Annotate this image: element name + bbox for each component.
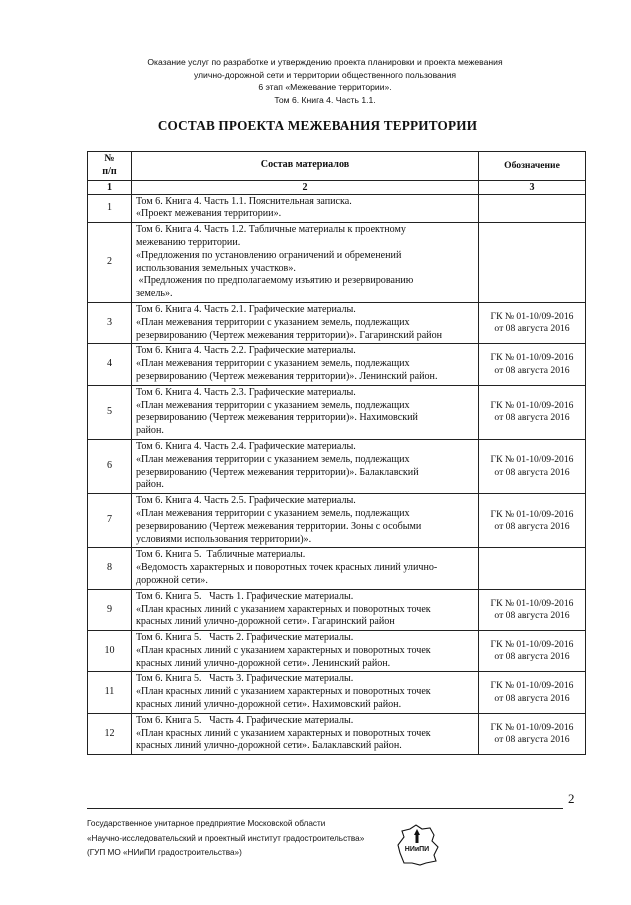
- row-number: 9: [88, 589, 132, 630]
- logo-text: НИиПИ: [404, 846, 430, 853]
- materials-line: «План межевания территории с указанием земель, подлежащих: [136, 316, 410, 328]
- designation-line: ГК № 01-10/09-2016: [490, 508, 574, 520]
- document-title: СОСТАВ ПРОЕКТА МЕЖЕВАНИЯ ТЕРРИТОРИИ: [157, 118, 478, 133]
- column-index-3: 3: [479, 180, 586, 194]
- materials-line: красных линий улично-дорожной сети». Ленинский район.: [136, 657, 391, 669]
- materials-line: красных линий улично-дорожной сети». Балаклавский район.: [136, 740, 402, 752]
- row-materials: [132, 385, 479, 439]
- materials-line: межеванию территории.: [136, 236, 241, 248]
- column-index-2: 2: [132, 180, 479, 194]
- table-row: [88, 302, 586, 343]
- designation-line: ГК № 01-10/09-2016: [490, 352, 574, 364]
- row-designation: [479, 589, 586, 630]
- materials-line: Том 6. Книга 4. Часть 1.2. Табличные материалы к проектному: [136, 224, 406, 236]
- row-materials: [132, 494, 479, 548]
- column-index-1: 1: [88, 180, 132, 194]
- table-row: [88, 439, 586, 493]
- row-number: 3: [88, 302, 132, 343]
- niipi-logo-icon: [392, 823, 442, 867]
- materials-line: земель».: [136, 288, 173, 300]
- header-line-1: Оказание услуг по разработке и утверждению проекта планировки и проекта межевания: [147, 57, 503, 67]
- materials-line: дорожной сети».: [136, 574, 208, 586]
- row-materials: [132, 672, 479, 713]
- row-materials: [132, 631, 479, 672]
- materials-line: «Предложения по предполагаемому изъятию и резервированию: [136, 275, 414, 287]
- materials-line: Том 6. Книга 4. Часть 2.2. Графические материалы.: [136, 345, 356, 357]
- materials-line: «План межевания территории с указанием земель, подлежащих: [136, 399, 410, 411]
- header-line-3: 6 этап «Межевание территории».: [258, 82, 392, 92]
- row-number: 11: [88, 672, 132, 713]
- header-materials: Состав материалов: [132, 152, 479, 181]
- table-row: [88, 548, 586, 589]
- materials-line: резервированию (Чертеж межевания территории)». Ленинский район.: [136, 370, 438, 382]
- table-row: [88, 672, 586, 713]
- designation-line: ГК № 01-10/09-2016: [490, 454, 574, 466]
- row-number: 10: [88, 631, 132, 672]
- header-designation: Обозначение: [479, 152, 586, 181]
- row-designation: [479, 223, 586, 303]
- table-row: [88, 713, 586, 754]
- materials-line: «Предложения по установлению ограничений и обременений: [136, 249, 402, 261]
- materials-line: резервированию (Чертеж межевания территории. Зоны с особыми: [136, 520, 422, 532]
- row-materials: [132, 439, 479, 493]
- row-materials: [132, 713, 479, 754]
- materials-line: Том 6. Книга 4. Часть 2.3. Графические материалы.: [136, 386, 356, 398]
- materials-line: резервированию (Чертеж межевания территории)». Гагаринский район: [136, 329, 443, 341]
- designation-line: от 08 августа 2016: [494, 520, 570, 532]
- row-materials: [132, 194, 479, 223]
- table-row: [88, 631, 586, 672]
- org-line-2: «Научно-исследовательский и проектный институт градостроительства»: [87, 833, 365, 843]
- materials-line: «План красных линий с указанием характерных и поворотных точек: [136, 644, 431, 656]
- row-materials: [132, 223, 479, 303]
- table-body: [88, 180, 586, 755]
- row-designation: [479, 439, 586, 493]
- row-designation: [479, 631, 586, 672]
- row-materials: [132, 548, 479, 589]
- materials-line: район.: [136, 479, 164, 491]
- designation-line: от 08 августа 2016: [494, 364, 570, 376]
- materials-line: Том 6. Книга 4. Часть 2.4. Графические материалы.: [136, 440, 356, 452]
- table-row: [88, 223, 586, 303]
- designation-line: от 08 августа 2016: [494, 651, 570, 663]
- materials-line: резервированию (Чертеж межевания территории)». Балаклавский: [136, 466, 419, 478]
- row-designation: [479, 713, 586, 754]
- materials-line: «План межевания территории с указанием земель, подлежащих: [136, 507, 410, 519]
- table-row: [88, 194, 586, 223]
- designation-line: от 08 августа 2016: [494, 609, 570, 621]
- materials-line: резервированию (Чертеж межевания территории)». Нахимовский: [136, 412, 418, 424]
- designation-line: ГК № 01-10/09-2016: [490, 400, 574, 412]
- row-designation: [479, 672, 586, 713]
- header-line-4: Том 6. Книга 4. Часть 1.1.: [274, 94, 376, 105]
- designation-line: ГК № 01-10/09-2016: [490, 680, 574, 692]
- column-index-row: [88, 180, 586, 194]
- designation-line: ГК № 01-10/09-2016: [490, 310, 574, 322]
- materials-line: «План межевания территории с указанием земель, подлежащих: [136, 358, 410, 370]
- materials-line: Том 6. Книга 4. Часть 2.1. Графические материалы.: [136, 303, 356, 315]
- row-number: 12: [88, 713, 132, 754]
- materials-line: Том 6. Книга 5. Часть 2. Графические материалы.: [136, 632, 354, 644]
- row-number: 8: [88, 548, 132, 589]
- materials-line: красных линий улично-дорожной сети». Нахимовский район.: [136, 699, 402, 711]
- table-row: [88, 385, 586, 439]
- row-designation: [479, 194, 586, 223]
- materials-line: «План межевания территории с указанием земель, подлежащих: [136, 453, 410, 465]
- header-num-line-1: №: [104, 153, 115, 164]
- row-number: 5: [88, 385, 132, 439]
- designation-line: от 08 августа 2016: [494, 323, 570, 335]
- materials-line: использования земельных участков».: [136, 262, 296, 274]
- row-materials: [132, 344, 479, 385]
- table-row: [88, 589, 586, 630]
- designation-line: от 08 августа 2016: [494, 412, 570, 424]
- designation-line: от 08 августа 2016: [494, 466, 570, 478]
- page-number: 2: [568, 791, 575, 806]
- materials-line: район.: [136, 425, 164, 437]
- materials-line: «Ведомость характерных и поворотных точек красных линий улично-: [136, 562, 438, 574]
- materials-line: Том 6. Книга 5. Часть 1. Графические материалы.: [136, 590, 354, 602]
- table-header-row: [88, 152, 586, 181]
- materials-line: Том 6. Книга 4. Часть 1.1. Пояснительная записка.: [136, 195, 352, 207]
- row-materials: [132, 589, 479, 630]
- materials-table: [87, 151, 586, 755]
- designation-line: от 08 августа 2016: [494, 734, 570, 746]
- row-number: 7: [88, 494, 132, 548]
- materials-line: «Проект межевания территории».: [136, 208, 282, 220]
- row-number: 1: [88, 194, 132, 223]
- designation-line: от 08 августа 2016: [494, 692, 570, 704]
- materials-line: красных линий улично-дорожной сети». Гагаринский район: [136, 616, 395, 628]
- table-row: [88, 344, 586, 385]
- org-line-3: (ГУП МО «НИиПИ градостроительства»): [87, 848, 242, 857]
- designation-line: ГК № 01-10/09-2016: [490, 639, 574, 651]
- header-num-line-2: п/п: [102, 165, 117, 177]
- row-number: 6: [88, 439, 132, 493]
- materials-line: Том 6. Книга 5. Часть 4. Графические материалы.: [136, 714, 354, 726]
- organization-info: [87, 817, 407, 861]
- row-number: 2: [88, 223, 132, 303]
- row-designation: [479, 548, 586, 589]
- designation-line: ГК № 01-10/09-2016: [490, 597, 574, 609]
- row-number: 4: [88, 344, 132, 385]
- row-designation: [479, 494, 586, 548]
- row-designation: [479, 302, 586, 343]
- table-row: [88, 494, 586, 548]
- designation-line: ГК № 01-10/09-2016: [490, 721, 574, 733]
- materials-line: Том 6. Книга 4. Часть 2.5. Графические материалы.: [136, 495, 356, 507]
- materials-line: «План красных линий с указанием характерных и поворотных точек: [136, 686, 431, 698]
- footer-divider: [87, 808, 563, 809]
- header-num: [88, 152, 132, 181]
- materials-line: Том 6. Книга 5. Табличные материалы.: [136, 549, 306, 561]
- org-line-1: Государственное унитарное предприятие Московской области: [87, 819, 326, 828]
- materials-line: «План красных линий с указанием характерных и поворотных точек: [136, 603, 431, 615]
- materials-line: Том 6. Книга 5. Часть 3. Графические материалы.: [136, 673, 354, 685]
- row-designation: [479, 385, 586, 439]
- materials-line: условиями использования территории)».: [136, 533, 312, 545]
- materials-line: «План красных линий с указанием характерных и поворотных точек: [136, 727, 431, 739]
- header-line-2: улично-дорожной сети и территории общественного пользования: [193, 69, 457, 80]
- row-materials: [132, 302, 479, 343]
- document-header: [90, 56, 560, 106]
- row-designation: [479, 344, 586, 385]
